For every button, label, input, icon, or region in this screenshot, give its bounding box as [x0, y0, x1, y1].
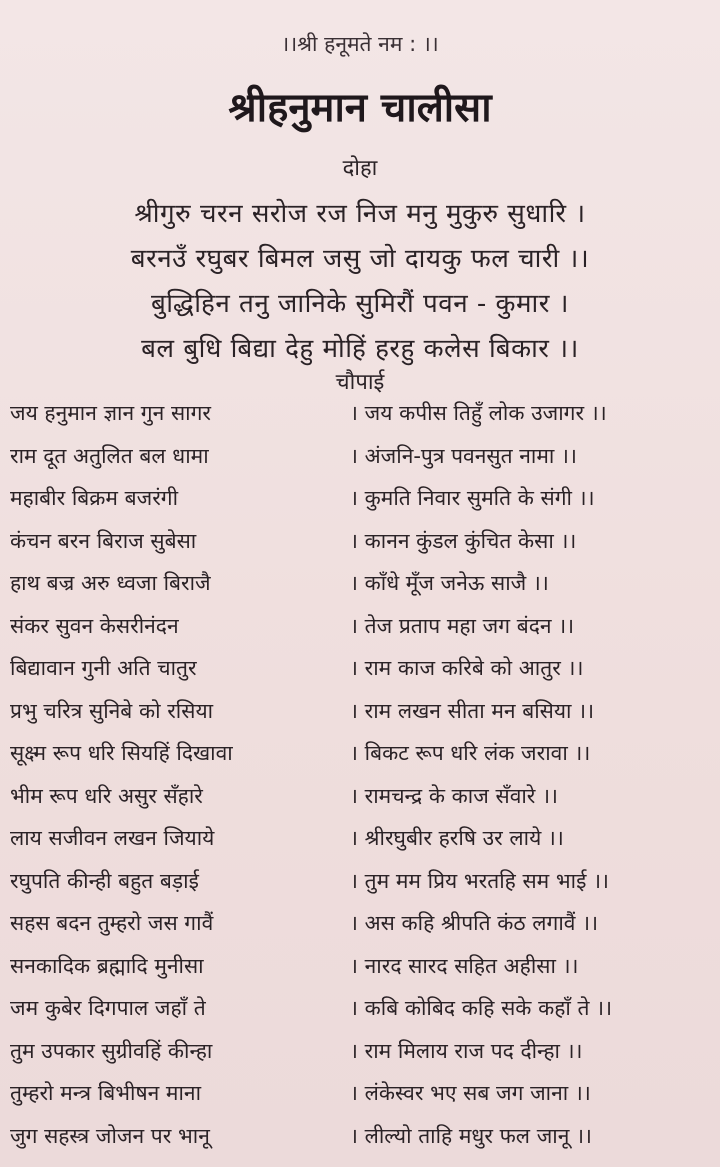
verse-second-half: । कबि कोबिद कहि सके कहाँ ते ।। — [350, 996, 613, 1020]
verse-first-half: रघुपति कीन्ही बहुत बड़ाई — [10, 868, 199, 893]
verse-second-half: । बिकट रूप धरि लंक जरावा ।। — [350, 741, 591, 765]
verse-first-half: कंचन बरन बिराज सुबेसा — [10, 528, 197, 553]
verse-second-half: । काँधे मूँज जनेऊ साजै ।। — [350, 571, 549, 595]
verse-first-half: महाबीर बिक्रम बजरंगी — [10, 486, 179, 510]
doha-line: श्रीगुरु चरन सरोज रज निज मनु मुकुरु सुधारि । — [134, 199, 586, 229]
verse-row — [10, 520, 712, 563]
verse-second-half: । तुम मम प्रिय भरतहि सम भाई ।। — [350, 868, 609, 893]
doha-heading: दोहा — [342, 156, 378, 181]
invocation-line: ।।श्री हनूमते नम : ।। — [281, 32, 439, 56]
verse-first-half: बिद्यावान गुनी अति चातुर — [10, 656, 197, 680]
verse-second-half: । जय कपीस तिहुँ लोक उजागर ।। — [350, 401, 607, 425]
verse-second-half: । कानन कुंडल कुंचित केसा ।। — [350, 528, 577, 553]
verse-second-half: । लंकेस्वर भए सब जग जाना ।। — [350, 1081, 591, 1105]
verse-second-half: । रामचन्द्र के काज सँवारे ।। — [350, 783, 558, 808]
verse-first-half: जुग सहस्त्र जोजन पर भानू — [10, 1123, 210, 1148]
verse-second-half: । लील्यो ताहि मधुर फल जानू ।। — [350, 1123, 592, 1148]
verse-first-half: तुम्हरो मन्त्र बिभीषन माना — [10, 1081, 202, 1105]
verse-second-half: । तेज प्रताप महा जग बंदन ।। — [350, 613, 575, 638]
verse-row — [10, 435, 712, 478]
verse-first-half: भीम रूप धरि असुर सँहारे — [10, 783, 203, 808]
verse-first-half: जम कुबेर दिगपाल जहाँ ते — [10, 996, 206, 1020]
verse-row — [10, 732, 712, 775]
verse-second-half: । राम लखन सीता मन बसिया ।। — [350, 698, 595, 723]
verse-row — [10, 605, 712, 648]
doha-line: बरनउँ रघुबर बिमल जसु जो दायकु फल चारी ।। — [130, 244, 590, 274]
verse-row — [10, 477, 712, 520]
verse-row — [10, 1030, 712, 1073]
verse-first-half: सूक्ष्म रूप धरि सियहिं दिखावा — [10, 741, 233, 765]
verse-first-half: राम दूत अतुलित बल धामा — [10, 443, 209, 468]
verse-second-half: । राम मिलाय राज पद दीन्हा ।। — [350, 1038, 583, 1063]
verse-first-half: तुम उपकार सुग्रीवहिं कीन्हा — [10, 1038, 213, 1063]
doha-verses — [0, 192, 720, 372]
chaupai-verses — [10, 392, 712, 1157]
verse-row — [10, 647, 712, 690]
verse-row — [10, 987, 712, 1030]
verse-second-half: । राम काज करिबे को आतुर ।। — [350, 656, 584, 680]
verse-second-half: । अस कहि श्रीपति कंठ लगावैं ।। — [350, 911, 599, 935]
doha-line: बल बुधि बिद्या देहु मोहिं हरहु कलेस बिकार ।। — [141, 334, 579, 364]
verse-row — [10, 562, 712, 605]
verse-row — [10, 902, 712, 945]
verse-row — [10, 945, 712, 988]
verse-second-half: । नारद सारद सहित अहीसा ।। — [350, 953, 579, 978]
verse-row — [10, 817, 712, 860]
verse-row — [10, 860, 712, 903]
verse-first-half: हाथ बज्र अरु ध्वजा बिराजै — [10, 571, 211, 595]
verse-second-half: । श्रीरघुबीर हरषि उर लाये ।। — [350, 826, 564, 850]
chaupai-heading: चौपाई — [335, 370, 385, 395]
page-title: श्रीहनुमान चालीसा — [228, 85, 492, 131]
doha-line: बुद्धिहिन तनु जानिके सुमिरौं पवन - कुमार । — [150, 289, 570, 319]
verse-first-half: सनकादिक ब्रह्मादि मुनीसा — [10, 953, 204, 978]
verse-second-half: । कुमति निवार सुमति के संगी ।। — [350, 486, 595, 510]
verse-row — [10, 1072, 712, 1115]
verse-second-half: । अंजनि-पुत्र पवनसुत नामा ।। — [350, 443, 577, 468]
verse-row — [10, 690, 712, 733]
verse-first-half: प्रभु चरित्र सुनिबे को रसिया — [10, 698, 214, 723]
verse-row — [10, 775, 712, 818]
verse-first-half: सहस बदन तुम्हरो जस गावैं — [10, 911, 214, 935]
verse-first-half: जय हनुमान ज्ञान गुन सागर — [10, 401, 212, 425]
verse-first-half: संकर सुवन केसरीनंदन — [10, 613, 179, 638]
verse-first-half: लाय सजीवन लखन जियाये — [10, 826, 215, 850]
verse-row — [10, 1115, 712, 1158]
verse-row — [10, 392, 712, 435]
